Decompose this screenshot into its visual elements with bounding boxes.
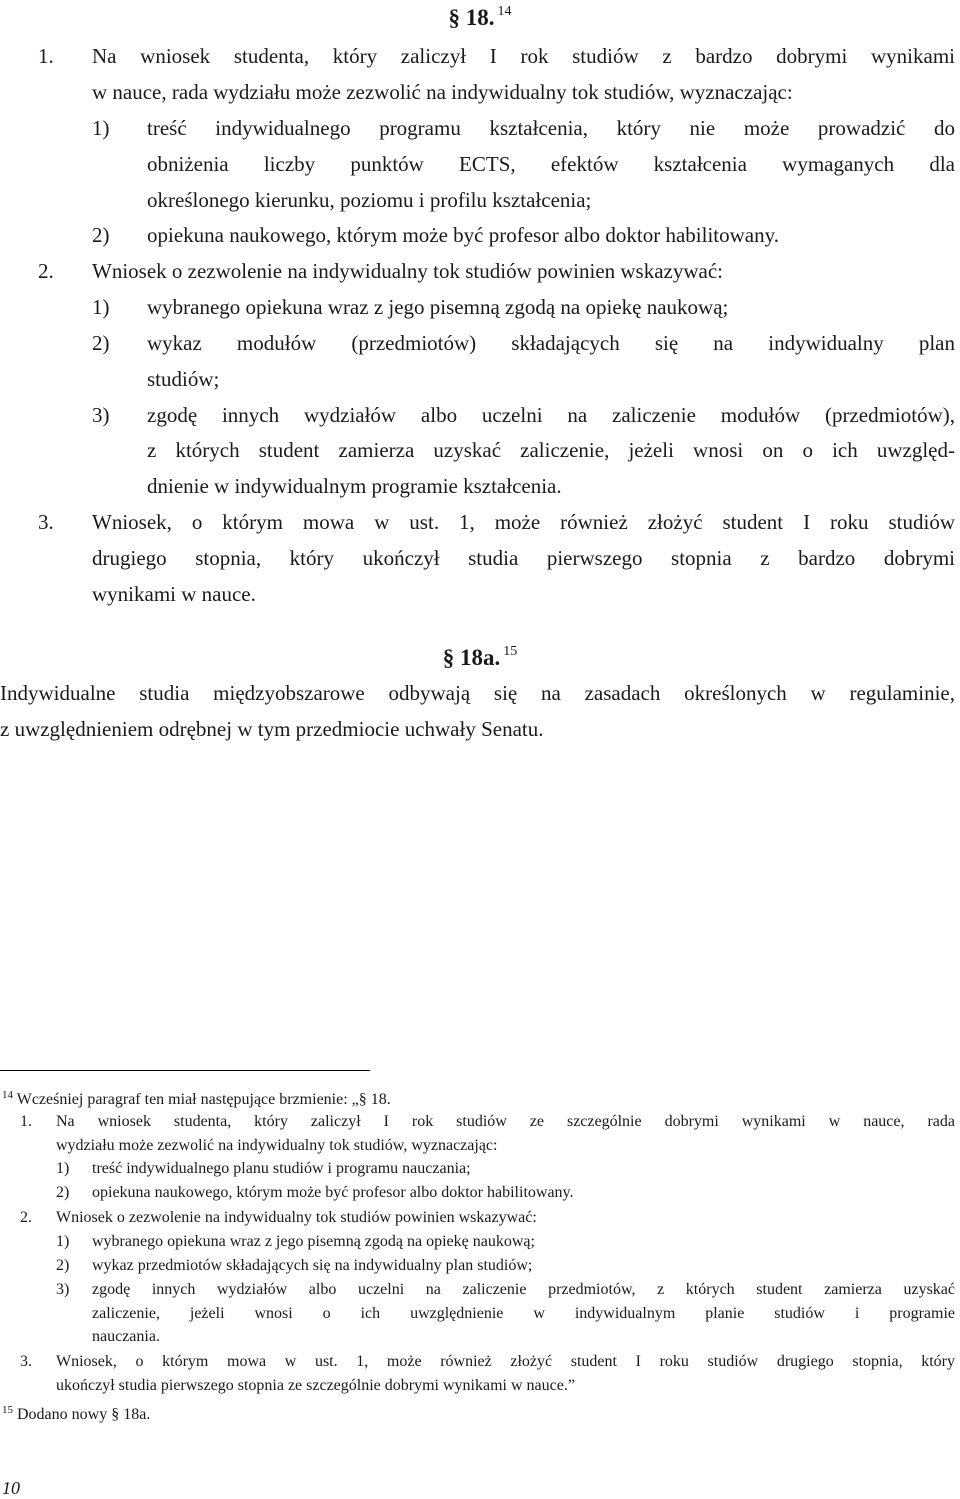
paragraph-3-line-2: drugiego stopnia, który ukończył studia pierwszego stopnia z bardzo dobrymi xyxy=(92,546,955,570)
paragraph-2-item-2-number: 2) xyxy=(92,331,110,355)
section-18-heading xyxy=(0,4,960,31)
paragraph-1-item-1-line-3: określonego kierunku, poziomu i profilu kształcenia; xyxy=(147,188,592,212)
footnote-15-text: Dodano nowy § 18a. xyxy=(17,1406,151,1423)
section-18a-heading xyxy=(0,644,960,671)
paragraph-2-item-3-number: 3) xyxy=(92,403,110,427)
footnote-separator xyxy=(0,1070,370,1071)
paragraph-1-item-2-line-1: opiekuna naukowego, którym może być profesor albo doktor habilitowany. xyxy=(147,223,779,247)
paragraph-2-item-2-line-2: studiów; xyxy=(147,367,220,391)
page-number: 10 xyxy=(2,1478,20,1498)
footnote-14-p1-item-1: treść indywidualnego planu studiów i programu nauczania; xyxy=(92,1160,471,1177)
paragraph-1-item-1-line-1: treść indywidualnego programu kształcenia, który nie może prowadzić do xyxy=(147,116,955,140)
footnote-14-p2-item-3-line-2: zaliczenie, jeżeli wnosi o ich uwzględnienie w indywidualnym planie studiów i programie xyxy=(92,1305,955,1322)
paragraph-2-number: 2. xyxy=(38,259,54,283)
footnote-14-p1-item-2: opiekuna naukowego, którym może być profesor albo doktor habilitowany. xyxy=(92,1184,574,1201)
section-18a-line-2: z uwzględnieniem odrębnej w tym przedmiocie uchwały Senatu. xyxy=(0,717,544,741)
footnote-14-p2-item-3-number: 3) xyxy=(56,1281,70,1298)
footnote-14-p3-number: 3. xyxy=(20,1353,32,1370)
footnote-ref-15[interactable]: 15 xyxy=(503,644,518,659)
footnote-14-p2-line-1: Wniosek o zezwolenie na indywidualny tok studiów powinien wskazywać: xyxy=(56,1209,537,1226)
footnote-14-p2-item-2-number: 2) xyxy=(56,1257,70,1274)
footnote-14-mark: 14 xyxy=(2,1089,13,1101)
paragraph-1-number: 1. xyxy=(38,44,54,68)
footnote-14-p3-line-1: Wniosek, o którym mowa w ust. 1, może również złożyć student I roku studiów drugiego stopnia, który xyxy=(56,1353,955,1370)
paragraph-2-item-3-line-2: z których student zamierza uzyskać zaliczenie, jeżeli wnosi on o ich uwzględ- xyxy=(147,438,955,462)
paragraph-2-line-1: Wniosek o zezwolenie na indywidualny tok studiów powinien wskazywać: xyxy=(92,259,724,283)
footnote-14-p1-line-1: Na wniosek studenta, który zaliczył I rok studiów ze szczególnie dobrymi wynikami w nauce, rada xyxy=(56,1113,955,1130)
paragraph-3-line-1: Wniosek, o którym mowa w ust. 1, może również złożyć student I roku studiów xyxy=(92,510,955,534)
paragraph-1-item-1-line-2: obniżenia liczby punktów ECTS, efektów kształcenia wymaganych dla xyxy=(147,152,955,176)
footnote-14-p3-line-2: ukończył studia pierwszego stopnia ze szczególnie dobrymi wynikami w nauce.” xyxy=(56,1377,575,1394)
footnote-14-p1-line-2: wydziału może zezwolić na indywidualny tok studiów, wyznaczając: xyxy=(56,1137,498,1154)
footnote-14-p1-item-1-number: 1) xyxy=(56,1160,70,1177)
footnote-14-p1-item-2-number: 2) xyxy=(56,1184,70,1201)
section-18a-line-1: Indywidualne studia międzyobszarowe odbywają się na zasadach określonych w regulaminie, xyxy=(0,681,955,705)
footnote-14-p2-item-3-line-1: zgodę innych wydziałów albo uczelni na zaliczenie przedmiotów, z których student zamierza uzyskać xyxy=(92,1281,955,1298)
footnote-15-mark: 15 xyxy=(2,1404,13,1416)
paragraph-2-item-1-number: 1) xyxy=(92,295,110,319)
footnote-14 xyxy=(2,1085,391,1110)
paragraph-2-item-3-line-3: dnienie w indywidualnym programie kształcenia. xyxy=(147,474,562,498)
paragraph-1-line-2: w nauce, rada wydziału może zezwolić na indywidualny tok studiów, wyznaczając: xyxy=(92,80,793,104)
footnote-14-p1-number: 1. xyxy=(20,1113,32,1130)
footnote-14-p2-item-3-line-3: nauczania. xyxy=(92,1328,160,1345)
paragraph-1-item-1-number: 1) xyxy=(92,116,110,140)
paragraph-1-line-1: Na wniosek studenta, który zaliczył I rok studiów z bardzo dobrymi wynikami xyxy=(92,44,955,68)
footnote-15 xyxy=(2,1400,150,1425)
paragraph-2-item-1-line-1: wybranego opiekuna wraz z jego pisemną zgodą na opiekę naukową; xyxy=(147,295,729,319)
paragraph-3-line-3: wynikami w nauce. xyxy=(92,582,256,606)
footnote-14-p2-item-2: wykaz przedmiotów składających się na indywidualny plan studiów; xyxy=(92,1257,533,1274)
footnote-14-p2-number: 2. xyxy=(20,1209,32,1226)
paragraph-2-item-2-line-1: wykaz modułów (przedmiotów) składających się na indywidualny plan xyxy=(147,331,955,355)
footnote-14-intro: Wcześniej paragraf ten miał następujące brzmienie: „§ 18. xyxy=(16,1091,391,1108)
footnote-ref-14[interactable]: 14 xyxy=(497,4,512,19)
paragraph-2-item-3-line-1: zgodę innych wydziałów albo uczelni na zaliczenie modułów (przedmiotów), xyxy=(147,403,955,427)
section-18-title: § 18. xyxy=(448,5,495,30)
paragraph-3-number: 3. xyxy=(38,510,54,534)
footnote-14-p2-item-1-number: 1) xyxy=(56,1233,70,1250)
footnote-14-p2-item-1: wybranego opiekuna wraz z jego pisemną zgodą na opiekę naukową; xyxy=(92,1233,535,1250)
section-18a-title: § 18a. xyxy=(442,645,501,670)
paragraph-1-item-2-number: 2) xyxy=(92,223,110,247)
